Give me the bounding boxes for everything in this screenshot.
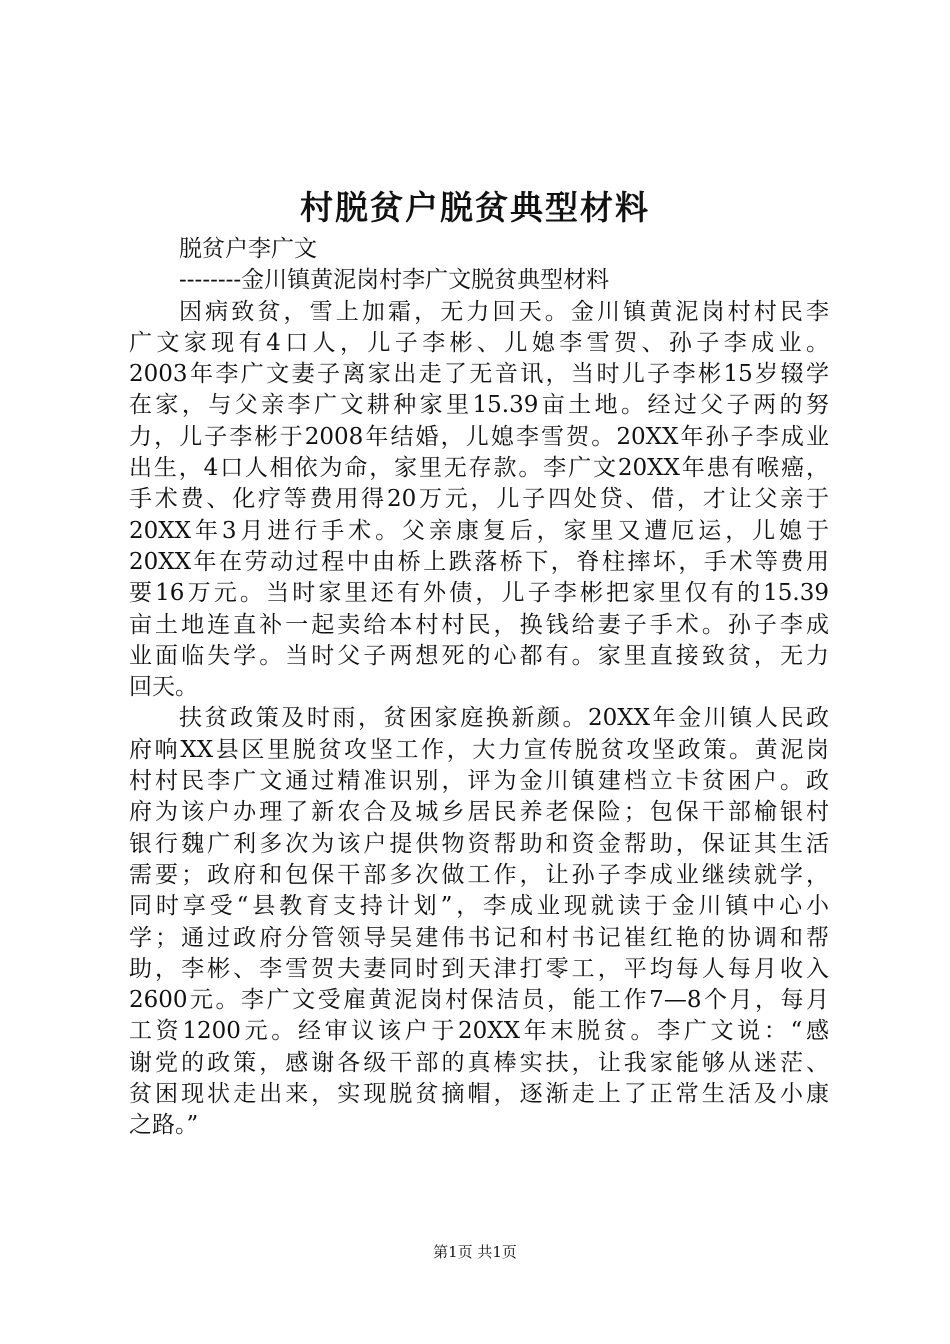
paragraph-line: 业面临失学。当时父子两想死的心都有。家里直接致贫，无力	[129, 642, 829, 669]
paragraph-line: 贫困现状走出来，实现脱贫摘帽，逐渐走上了正常生活及小康	[129, 1081, 829, 1108]
paragraph-line: 回天。	[129, 674, 198, 701]
paragraph-line: 20XX年3月进行手术。父亲康复后，家里又遭厄运，儿媳于	[129, 517, 829, 544]
paragraph-line: 村村民李广文通过精准识别，评为金川镇建档立卡贫困户。政	[129, 768, 829, 795]
paragraph-line: 力，儿子李彬于2008年结婚，儿媳李雪贺。20XX年孙子李成业	[129, 423, 829, 450]
paragraph-poverty-relief	[129, 703, 829, 1141]
paragraph-line: 手术费、化疗等费用得20万元，儿子四处贷、借，才让父亲于	[129, 486, 829, 513]
page-number: 第1页 共1页	[433, 1243, 517, 1261]
paragraph-line: 银行魏广利多次为该户提供物资帮助和资金帮助，保证其生活	[129, 830, 829, 857]
paragraph-line: 在家，与父亲李广文耕种家里15.39亩土地。经过父子两的努	[129, 392, 829, 419]
subtitle-source: --------金川镇黄泥岗村李广文脱贫典型材料	[179, 267, 610, 294]
paragraph-line: 谢党的政策，感谢各级干部的真棒实扶，让我家能够从迷茫、	[129, 1049, 829, 1076]
paragraph-line: 广文家现有4口人，儿子李彬、儿媳李雪贺、孙子李成业。	[129, 329, 829, 356]
paragraph-line: 学；通过政府分管领导吴建伟书记和村书记崔红艳的协调和帮	[129, 924, 829, 951]
paragraph-line: 因病致贫，雪上加霜，无力回天。金川镇黄泥岗村村民李	[179, 298, 829, 325]
subtitle-author: 脱贫户李广文	[179, 236, 317, 262]
paragraph-poverty-cause	[129, 297, 829, 704]
paragraph-line: 亩土地连直补一起卖给本村村民，换钱给妻子手术。孙子李成	[129, 611, 829, 638]
paragraph-line: 2003年李广文妻子离家出走了无音讯，当时儿子李彬15岁辍学	[129, 361, 829, 388]
paragraph-line: 20XX年在劳动过程中由桥上跌落桥下，脊柱摔坏，手术等费用	[129, 548, 829, 575]
paragraph-line: 府响XX县区里脱贫攻坚工作，大力宣传脱贫攻坚政策。黄泥岗	[129, 736, 829, 763]
paragraph-line: 扶贫政策及时雨，贫困家庭换新颜。20XX年金川镇人民政	[179, 705, 829, 732]
paragraph-line: 工资1200元。经审议该户于20XX年末脱贫。李广文说：“感	[129, 1018, 829, 1045]
paragraph-line: 同时享受“县教育支持计划”，李成业现就读于金川镇中心小	[129, 893, 829, 920]
document-body	[129, 234, 829, 1142]
document-title: 村脱贫户脱贫典型材料	[300, 188, 650, 227]
paragraph-line: 出生，4口人相依为命，家里无存款。李广文20XX年患有喉癌，	[129, 455, 829, 482]
paragraph-line: 需要；政府和包保干部多次做工作，让孙子李成业继续就学，	[129, 861, 829, 888]
paragraph-line: 助，李彬、李雪贺夫妻同时到天津打零工，平均每人每月收入	[129, 955, 829, 982]
paragraph-line: 要16万元。当时家里还有外债，儿子李彬把家里仅有的15.39	[129, 580, 829, 607]
paragraph-line: 府为该户办理了新农合及城乡居民养老保险；包保干部榆银村	[129, 799, 829, 826]
paragraph-line: 之路。”	[129, 1112, 199, 1139]
paragraph-line: 2600元。李广文受雇黄泥岗村保洁员，能工作7—8个月，每月	[129, 987, 829, 1014]
